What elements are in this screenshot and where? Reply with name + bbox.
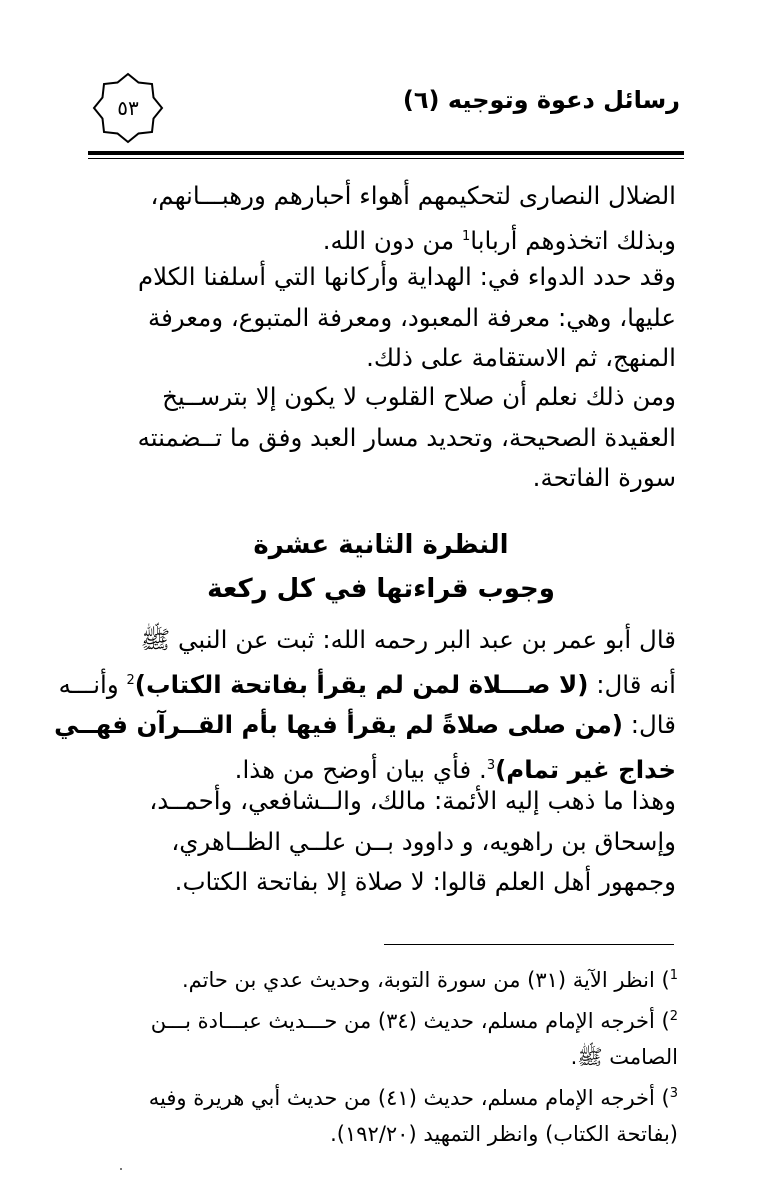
header-rule-thick (88, 151, 684, 155)
footnote-continuation: (بفاتحة الكتاب) وانظر التمهيد (١٩٢/٢٠). (330, 1122, 678, 1146)
text-span: قال: (622, 710, 676, 740)
text-span: من دون الله. (322, 225, 455, 255)
footnote (86, 1076, 678, 1117)
page-number-badge (92, 72, 164, 144)
footnote-ref: 3 (486, 757, 496, 773)
text-line (58, 661, 676, 706)
page-number: ٥٣ (117, 96, 139, 120)
hadith-quote: (لا صـــلاة لمن لم يقرأ بفاتحة الكتاب) (134, 669, 589, 699)
footnote-separator (384, 944, 674, 945)
text-line: وجمهور أهل العلم قالوا: لا صلاة إلا بفاتحة الكتاب. (174, 867, 676, 896)
footnotes (86, 958, 678, 1153)
text-line: عليها، وهي: معرفة المعبود، ومعرفة المتبوع، ومعرفة (147, 302, 676, 332)
text-span: . فأي بيان أوضح من هذا. (234, 754, 487, 784)
header-rule-thin (88, 158, 684, 159)
paragraph-4 (54, 620, 676, 790)
footnote-text: ) أخرجه الإمام مسلم، حديث (٤١) من حديث أبي هريرة وفيه (148, 1085, 670, 1110)
footnote-continuation: الصامت ﷺ. (570, 1045, 678, 1069)
text-span: أنه قال: (588, 669, 676, 699)
hadith-quote: خداج غير تمام) (495, 754, 676, 784)
paragraph-2 (86, 257, 676, 379)
header-title: رسائل دعوة وتوجيه (٦) (402, 86, 680, 114)
text-line: وإسحاق بن راهويه، و داوود بــن علــي الظــاهري، (171, 826, 676, 856)
text-span: وأنـــه (58, 669, 127, 699)
footnote-ref: 2 (126, 672, 135, 688)
text-line: العقيدة الصحيحة، وتحديد مسار العبد وفق ما تــضمنته (137, 422, 676, 452)
text-line: وهذا ما ذهب إليه الأئمة: مالك، والــشافعي، وأحمــد، (149, 786, 676, 815)
section-subheading: وجوب قراءتها في كل ركعة (207, 574, 555, 604)
paragraph-5 (86, 781, 676, 903)
paragraph-1 (86, 176, 676, 261)
text-line (54, 705, 676, 746)
footnote-number: 3 (669, 1085, 678, 1101)
footnote (86, 958, 678, 999)
text-line: المنهج، ثم الاستقامة على ذلك. (366, 343, 676, 372)
text-line: سورة الفاتحة. (532, 463, 676, 492)
footnote-text: ) انظر الآية (٣١) من سورة التوبة، وحديث عدي بن حاتم. (181, 968, 670, 992)
paragraph-3 (86, 377, 676, 499)
footnote-number: 2 (669, 1008, 678, 1024)
section-heading: النظرة الثانية عشرة (253, 530, 509, 560)
text-span: وبذلك اتخذوهم أربابا (470, 225, 676, 255)
footnote-text: ) أخرجه الإمام مسلم، حديث (٣٤) من حـــديث عبـــادة بـــن (150, 1008, 670, 1033)
text-line (86, 217, 676, 262)
footnote-number: 1 (669, 968, 678, 983)
footnote-ref: 1 (461, 228, 471, 244)
text-line: قال أبو عمر بن عبد البر رحمه الله: ثبت عن النبي ﷺ (140, 625, 676, 654)
footnote (86, 999, 678, 1040)
text-line: الضلال النصارى لتحكيمهم أهواء أحبارهم ورهبـــانهم، (150, 181, 676, 210)
scan-speck (120, 1168, 122, 1170)
text-line: وقد حدد الدواء في: الهداية وأركانها التي أسلفنا الكلام (137, 262, 676, 291)
hadith-quote: (من صلى صلاةً لم يقرأ فيها بأم القــرآن فهــي (54, 710, 623, 740)
text-line: ومن ذلك نعلم أن صلاح القلوب لا يكون إلا بترســيخ (162, 382, 676, 411)
